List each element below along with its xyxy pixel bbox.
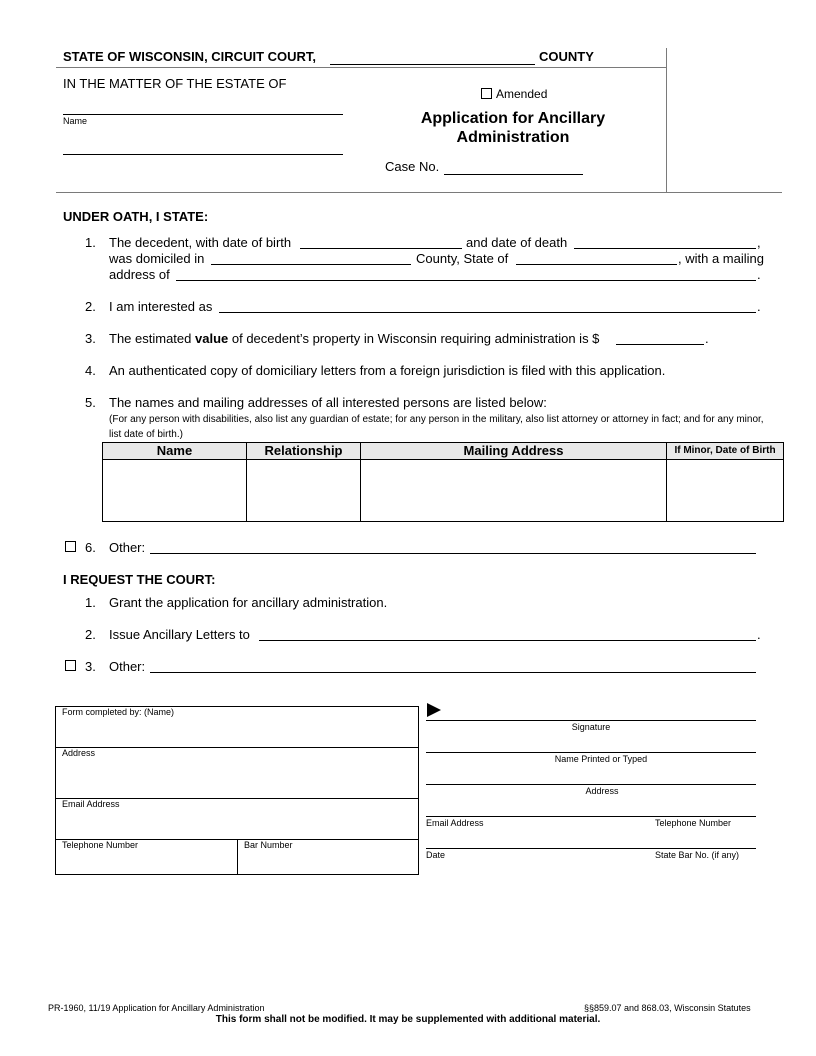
mailing-address-cell[interactable] [361,460,667,522]
completed-by-address-label: Address [62,748,96,758]
signature-label: Signature [571,722,611,732]
oath-item3-value-bold: value [195,331,229,346]
request-heading: I REQUEST THE COURT: [63,572,216,587]
footer-statutes: §§859.07 and 868.03, Wisconsin Statutes [584,1003,751,1013]
estate-matter-label: IN THE MATTER OF THE ESTATE OF [63,76,287,91]
col-relationship: Relationship [247,443,361,460]
header-top-rule [56,67,666,68]
mailing-address-field[interactable] [176,267,756,281]
amended-label: Amended [496,87,548,101]
oath-other-checkbox[interactable] [65,541,76,552]
name-cell[interactable] [103,460,247,522]
address-label: Address [585,786,619,796]
oath-item5-note: (For any person with disabilities, also list any guardian of estate; for any person in the military, also list attorney or attorney in fact; and for any minor, list date of birth.) [109,414,764,440]
col-mailing-address: Mailing Address [361,443,667,460]
header-vertical-rule [666,48,667,192]
request-item2-num: 2. [85,627,96,642]
domicile-state-field[interactable] [516,251,677,265]
period-3: . [705,331,709,346]
oath-item5-num: 5. [85,395,96,410]
date-label: Date [426,850,446,860]
footer-form-id: PR-1960, 11/19 Application for Ancillary Administration [48,1003,265,1013]
table-header-row [103,443,784,460]
request-other-field[interactable] [150,659,756,673]
signature-arrow-icon [427,703,441,717]
county-field[interactable] [330,51,535,65]
domicile-county-field[interactable] [211,251,411,265]
request-item3-text: Other: [109,659,146,674]
relationship-cell[interactable] [247,460,361,522]
oath-heading: UNDER OATH, I STATE: [63,209,209,224]
oath-item2-num: 2. [85,299,96,314]
period-2: . [757,299,761,314]
court-title: STATE OF WISCONSIN, CIRCUIT COURT, [63,49,317,64]
case-no-field[interactable] [444,161,583,175]
oath-item1-text-c: was domiciled in [109,251,205,266]
letters-to-field[interactable] [259,627,756,641]
period-4: . [757,627,761,642]
estate-name-label: Name [63,116,88,126]
birth-date-field[interactable] [300,235,462,249]
completed-by-name-label: Form completed by: (Name) [62,707,175,717]
table-row [103,460,784,522]
oath-item1-text-f: address of [109,267,170,282]
footer-notice: This form shall not be modified. It may be supplemented with additional material. [215,1014,601,1025]
request-item1-text: Grant the application for ancillary administration. [109,595,388,610]
phone-label: Telephone Number [655,818,732,828]
minor-dob-cell[interactable] [667,460,784,522]
request-item3-num: 3. [85,659,96,674]
email-phone-line[interactable] [426,816,756,817]
oath-item3-text-a: The estimated [109,331,195,346]
oath-item4-text: An authenticated copy of domiciliary letters from a foreign jurisdiction is filed with this application. [109,363,666,378]
oath-item3-text [109,331,599,346]
address-line[interactable] [426,784,756,785]
oath-other-field[interactable] [150,540,756,554]
col-name: Name [103,443,247,460]
oath-item3-text-b: of decedent’s property in Wisconsin requiring administration is $ [228,331,600,346]
col-minor-dob: If Minor, Date of Birth [667,443,784,460]
printed-name-line[interactable] [426,752,756,753]
interested-persons-table [102,442,784,522]
oath-item1-num: 1. [85,235,96,250]
request-other-checkbox[interactable] [65,660,76,671]
form-title-line1: Application for Ancillary [420,110,606,127]
form-title [392,109,634,147]
property-value-field[interactable] [616,331,704,345]
oath-item1-text-b: and date of death [466,235,568,250]
estate-name-field-2[interactable] [63,141,343,155]
period-1: . [757,267,761,282]
oath-item2-text: I am interested as [109,299,213,314]
death-date-field[interactable] [574,235,756,249]
oath-item4-num: 4. [85,363,96,378]
header-bottom-rule [56,192,782,193]
amended-checkbox[interactable] [481,88,492,99]
oath-item3-num: 3. [85,331,96,346]
form-title-line2: Administration [456,129,570,146]
email-label: Email Address [426,818,484,828]
oath-item6-text: Other: [109,540,146,555]
oath-item1-text-a: The decedent, with date of birth [109,235,292,250]
completed-by-email-label: Email Address [62,799,120,809]
request-item1-num: 1. [85,595,96,610]
signature-line[interactable] [426,720,756,721]
completed-by-phone-label: Telephone Number [62,840,139,850]
completed-by-divider-1 [55,747,419,748]
county-label: COUNTY [539,49,594,64]
printed-name-label: Name Printed or Typed [554,754,648,764]
case-no-label: Case No. [385,159,440,174]
completed-by-vdivider [237,839,238,875]
request-item2-text: Issue Ancillary Letters to [109,627,250,642]
oath-item1-text-d: County, State of [416,251,509,266]
interest-field[interactable] [219,299,756,313]
oath-item6-num: 6. [85,540,96,555]
completed-by-bar-label: Bar Number [244,840,293,850]
date-bar-line[interactable] [426,848,756,849]
oath-item5-text: The names and mailing addresses of all interested persons are listed below: [109,395,547,410]
state-bar-label: State Bar No. (if any) [655,850,740,860]
oath-item1-text-e: , with a mailing [678,251,764,266]
estate-name-field[interactable] [63,101,343,115]
comma-1: , [757,235,761,250]
